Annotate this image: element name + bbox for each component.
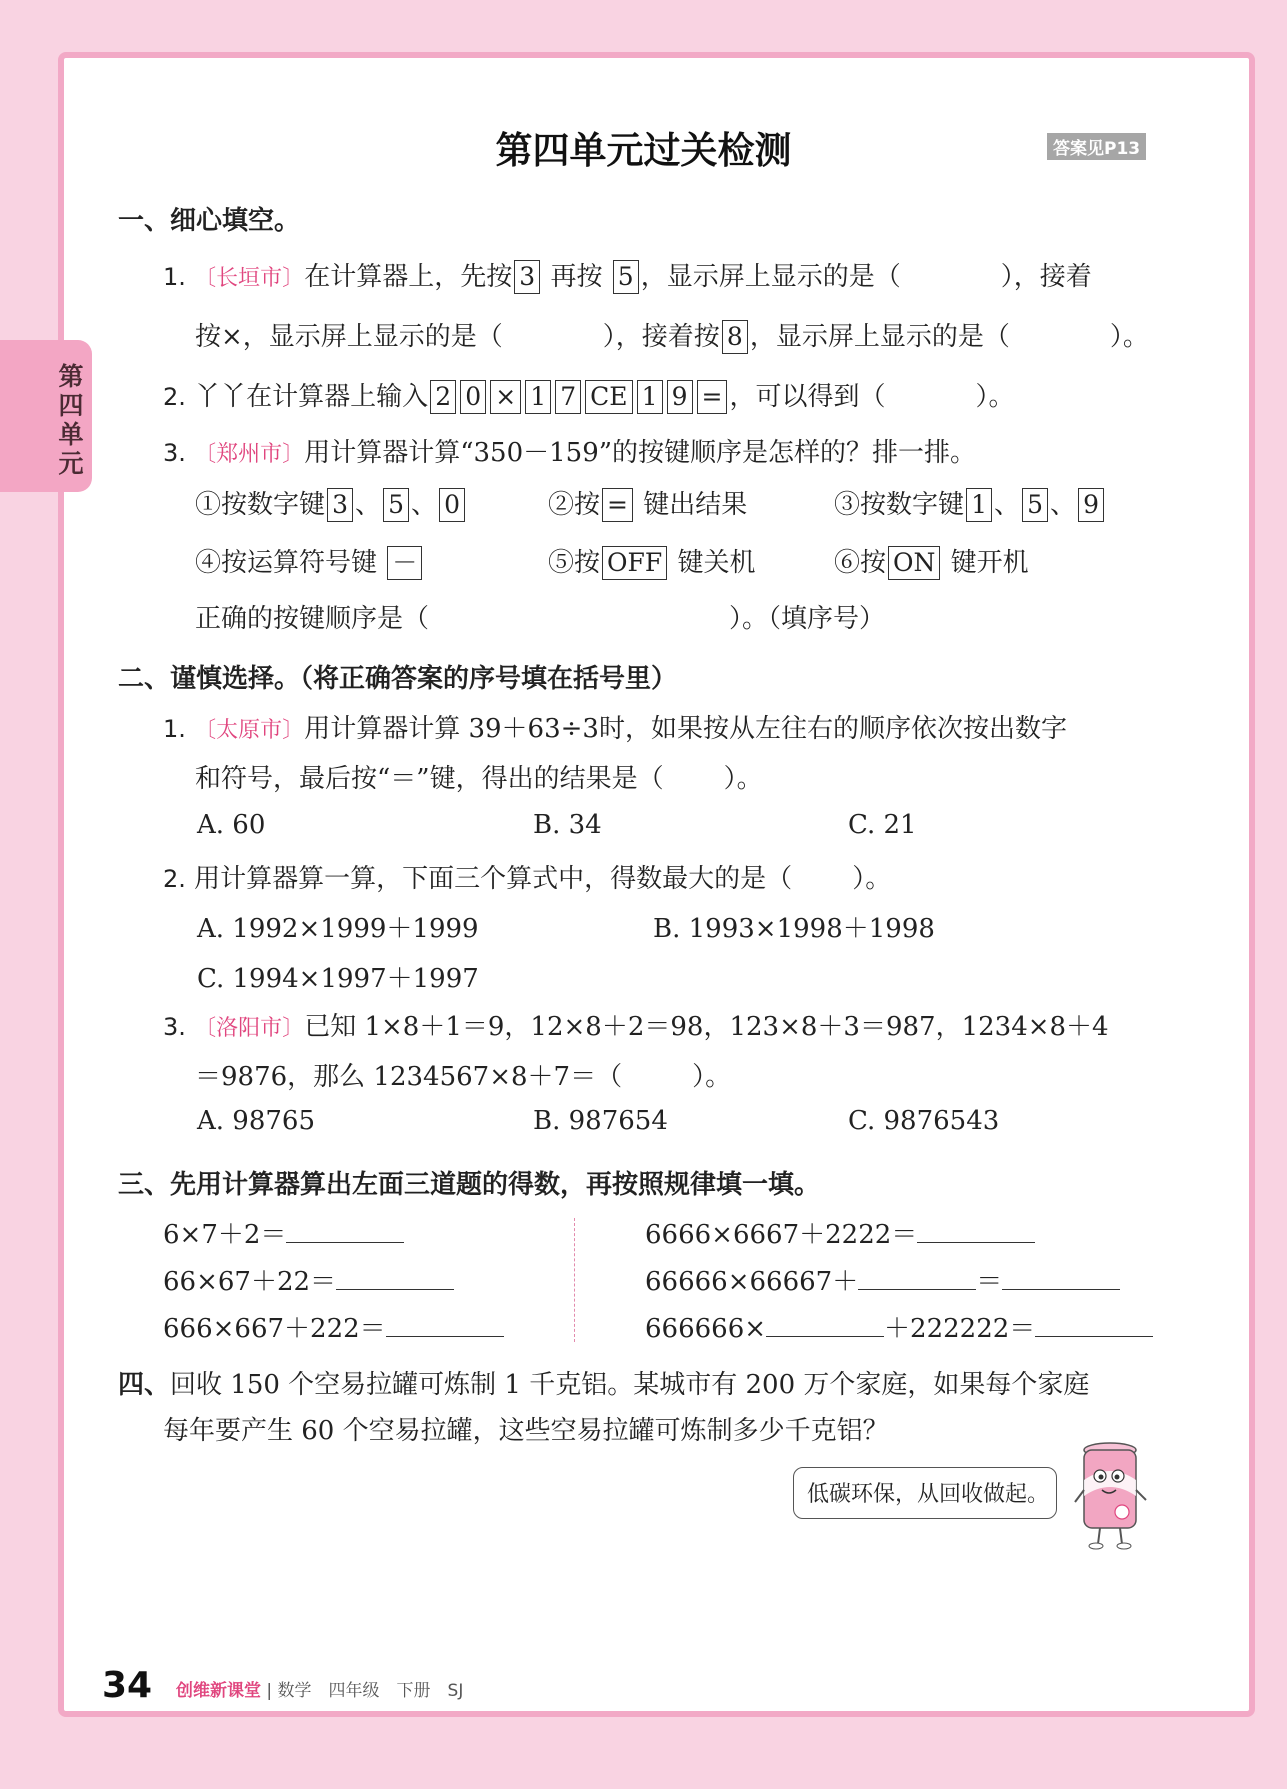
q-text: 再按 — [550, 262, 603, 292]
section2-heading: 二、谨慎选择。（将正确答案的序号填在括号里） — [118, 664, 678, 694]
option-text: ⑤按 — [548, 548, 601, 578]
option-text: ④按运算符号键 — [195, 548, 378, 578]
s1-q1-line1 — [163, 256, 1092, 294]
s1-q3 — [163, 432, 976, 469]
calc-key: OFF — [602, 546, 667, 580]
calc-key: 3 — [514, 260, 540, 294]
calc-key: = — [602, 488, 633, 522]
q-text: ，显示屏上显示的是（ — [749, 322, 1010, 352]
answer-blank[interactable] — [1035, 1312, 1153, 1337]
q-text: ），接着 — [1000, 262, 1092, 292]
option-6 — [834, 542, 1029, 580]
q-text: ）。 — [975, 382, 1015, 412]
calc-key: 1 — [525, 380, 551, 414]
s4-line1 — [118, 1364, 1089, 1401]
side-tab-label: 第四单元 — [58, 362, 84, 478]
source-tag: 〔太原市〕 — [194, 718, 305, 743]
option-1: ①按数字键 3 、 5 、 0 — [195, 484, 467, 522]
q-text: ，可以得到（ — [729, 382, 886, 412]
s3-right-1 — [645, 1214, 1035, 1251]
speech-bubble-text: 低碳环保，从回收做起。 — [807, 1482, 1050, 1507]
answer-blank[interactable] — [917, 1218, 1035, 1243]
equation-text: 666666× — [645, 1314, 767, 1344]
answer-reference-badge: 答案见P13 — [1047, 133, 1146, 160]
q-text: 在计算器上，先按 — [304, 262, 513, 292]
brand-name: 创维新课堂 — [176, 1681, 261, 1701]
q-text: ），接着按 — [602, 322, 720, 352]
equation-text: 6666×6667＋2222＝ — [645, 1220, 918, 1250]
s2-q1-option-a[interactable]: A. 60 — [197, 810, 266, 840]
calc-key: 9 — [1078, 488, 1104, 522]
s2-q1-line1 — [163, 708, 1067, 745]
option-3: ③按数字键 1 、 5 、 9 — [834, 484, 1106, 522]
calc-key: × — [490, 380, 521, 414]
calc-key: 7 — [555, 380, 581, 414]
column-divider — [574, 1218, 575, 1342]
q-number: 3. — [163, 1013, 186, 1041]
calc-key: 2 — [430, 380, 456, 414]
q-text: 丫丫在计算器上输入 — [194, 382, 429, 412]
q-text: 已知 1×8＋1＝9，12×8＋2＝98，123×8＋3＝987，1234×8＋4 — [304, 1012, 1109, 1042]
q-text: ）。 — [852, 864, 892, 894]
page-number: 34 — [102, 1665, 153, 1706]
q-text: ＝9876，那么 1234567×8＋7＝（ — [195, 1062, 623, 1092]
option-text: 键关机 — [677, 548, 756, 578]
soda-can-mascot-icon — [1072, 1440, 1152, 1552]
answer-blank[interactable] — [858, 1265, 976, 1290]
calc-key: 1 — [966, 488, 992, 522]
q-text: 用计算器计算“350－159”的按键顺序是怎样的？排一排。 — [304, 438, 977, 468]
source-tag: 〔洛阳市〕 — [194, 1016, 305, 1041]
section4-heading: 四、 — [118, 1370, 171, 1400]
q-text: 用计算器算一算，下面三个算式中，得数最大的是（ — [194, 864, 793, 894]
q-text: ）。 — [723, 764, 763, 794]
answer-blank[interactable] — [386, 1312, 504, 1337]
s1-q1-line2 — [195, 316, 1149, 354]
s2-q3-line2 — [195, 1056, 731, 1093]
equation-text: ＋222222＝ — [884, 1314, 1036, 1344]
answer-blank[interactable] — [1002, 1265, 1120, 1290]
s2-q2-option-b[interactable]: B. 1993×1998＋1998 — [653, 914, 935, 944]
s1-q2 — [163, 376, 1015, 414]
q-text: ，显示屏上显示的是（ — [640, 262, 901, 292]
equation-text: 6×7＋2＝ — [163, 1220, 287, 1250]
q-number: 1. — [163, 263, 186, 291]
option-text: ⑥按 — [834, 548, 887, 578]
equation-text: 66666×66667＋ — [645, 1267, 859, 1297]
book-info: 数学 四年级 下册 SJ — [277, 1681, 464, 1701]
equation-text: 66×67＋22＝ — [163, 1267, 337, 1297]
calc-key: － — [387, 546, 422, 580]
s3-left-2 — [163, 1261, 454, 1298]
calc-key: CE — [585, 380, 632, 414]
s4-line2: 每年要产生 60 个空易拉罐，这些空易拉罐可炼制多少千克铝？ — [163, 1416, 889, 1446]
q-text: 和符号，最后按“＝”键，得出的结果是（ — [195, 764, 664, 794]
footer-info: 创维新课堂 | 数学 四年级 下册 SJ — [176, 1681, 464, 1701]
option-5 — [548, 542, 756, 580]
option-2 — [548, 484, 747, 522]
answer-blank[interactable] — [336, 1265, 454, 1290]
calc-key: 8 — [722, 320, 748, 354]
s3-left-1 — [163, 1214, 404, 1251]
s2-q3-option-a[interactable]: A. 98765 — [197, 1106, 316, 1136]
calc-key: = — [697, 380, 728, 414]
calc-key: 5 — [383, 488, 409, 522]
equation-text: ＝ — [976, 1267, 1003, 1297]
option-4 — [195, 542, 424, 580]
q-number: 1. — [163, 715, 186, 743]
calc-key: 5 — [613, 260, 639, 294]
s2-q2-option-a[interactable]: A. 1992×1999＋1999 — [197, 914, 479, 944]
q-number: 3. — [163, 439, 186, 467]
option-text: ②按 — [548, 490, 601, 520]
calc-key: 5 — [1022, 488, 1048, 522]
s2-q2-option-c[interactable]: C. 1994×1997＋1997 — [197, 964, 479, 994]
q-text: ）。 — [1109, 322, 1149, 352]
s2-q3-line1 — [163, 1006, 1109, 1043]
answer-blank[interactable] — [766, 1312, 884, 1337]
option-text: 键开机 — [950, 548, 1029, 578]
q-number: 2. — [163, 383, 186, 411]
s1-q3-answer — [195, 598, 885, 635]
q-text: 用计算器计算 39＋63÷3时，如果按从左往右的顺序依次按出数字 — [304, 714, 1067, 744]
s2-q1-line2 — [195, 758, 763, 795]
s2-q3-option-c[interactable]: C. 9876543 — [848, 1106, 1000, 1136]
page-title: 第四单元过关检测 — [495, 129, 792, 172]
q-text: ）。 — [692, 1062, 732, 1092]
q-text: 回收 150 个空易拉罐可炼制 1 千克铝。某城市有 200 万个家庭，如果每个家庭 — [170, 1370, 1090, 1400]
calc-key: 0 — [439, 488, 465, 522]
calc-key: 1 — [637, 380, 663, 414]
s2-q1-option-b[interactable]: B. 34 — [533, 810, 602, 840]
equation-text: 666×667＋222＝ — [163, 1314, 386, 1344]
source-tag: 〔长垣市〕 — [194, 266, 305, 291]
q-number: 2. — [163, 865, 186, 893]
answer-blank[interactable] — [286, 1218, 404, 1243]
s2-q3-option-b[interactable]: B. 987654 — [533, 1106, 668, 1136]
section1-heading: 一、细心填空。 — [118, 206, 301, 236]
option-text: ①按数字键 — [195, 490, 326, 520]
q-text: ）。（填序号） — [729, 604, 886, 634]
s3-left-3 — [163, 1308, 504, 1345]
calc-key: 3 — [327, 488, 353, 522]
calc-key: ON — [888, 546, 940, 580]
s3-right-2 — [645, 1261, 1120, 1298]
calc-key: 0 — [460, 380, 486, 414]
option-text: 键出结果 — [643, 490, 748, 520]
section3-heading: 三、先用计算器算出左面三道题的得数，再按照规律填一填。 — [118, 1170, 821, 1200]
s3-right-3 — [645, 1308, 1153, 1345]
s2-q2 — [163, 858, 891, 895]
s2-q1-option-c[interactable]: C. 21 — [848, 810, 917, 840]
option-text: ③按数字键 — [834, 490, 965, 520]
q-text: 正确的按键顺序是（ — [195, 604, 430, 634]
q-text: 按×，显示屏上显示的是（ — [195, 322, 503, 352]
source-tag: 〔郑州市〕 — [194, 442, 305, 467]
calc-key: 9 — [667, 380, 693, 414]
